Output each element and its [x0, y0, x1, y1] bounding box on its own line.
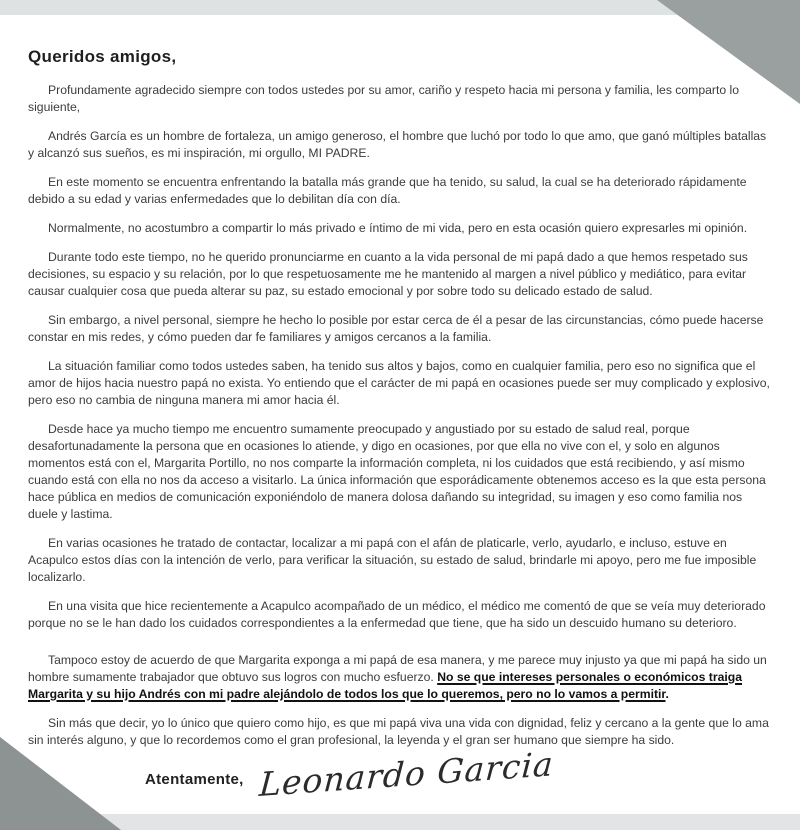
letter-paragraph: En una visita que hice recientemente a Acapulco acompañado de un médico, el médico me comentó de que se veía muy deteriorado porque no se le han dado los cuidados correspondientes a la enfermedad que tiene, que ha sido un descuido humano su deterioro. — [28, 599, 766, 630]
letter-paragraph: En varias ocasiones he tratado de contactar, localizar a mi papá con el afán de platicarle, verlo, ayudarlo, e incluso, estuve en Acapulco estos días con la intención de verlo, para verificar la situación, su estado de salud, brindarle mi apoyo, pero me fue imposible localizarlo. — [28, 536, 757, 584]
statement-lead-text: Tampoco estoy de acuerdo de que Margarita exponga a mi papá de esa manera, y me parece muy injusto ya que mi papá ha sido un hombre sumamente trabajador que obtuvo sus logros con mucho esfuerzo. — [28, 653, 767, 684]
letter-paragraph: Normalmente, no acostumbro a compartir lo más privado e íntimo de mi vida, pero en esta ocasión quiero expresarles mi opinión. — [48, 221, 748, 235]
statement-end-punctuation: . — [665, 687, 669, 701]
letter-paragraph: La situación familiar como todos ustedes saben, ha tenido sus altos y bajos, como en cualquier familia, pero eso no significa que el amor de hijos hacia nuestro papá no exista. Yo entiendo que el carácter de mi papá en ocasiones puede ser muy complicado y explosivo, pero eso no cambia de ninguna manera mi amor hacia él. — [28, 359, 770, 407]
bottom-gray-band — [0, 814, 800, 830]
bold-underlined-statement: No se que intereses personales o económicos traiga Margarita y su hijo Andrés con mi padre alejándolo de todos los que lo queremos, pero no lo vamos a permitir — [28, 670, 742, 701]
letter-paragraph: Profundamente agradecido siempre con todos ustedes por su amor, cariño y respeto hacia mi persona y familia, les comparto lo siguiente, — [28, 83, 739, 114]
letter-paragraph: Desde hace ya mucho tiempo me encuentro sumamente preocupado y angustiado por su estado de salud real, porque desafortunadamente la persona que en ocasiones lo atiende, y digo en ocasiones, por que ella no vive con el, y solo en algunos momentos está con el, Margarita Portillo, no nos comparte la información completa, ni los cuidados que está recibiendo, y así mismo cuando está con ella no nos da acceso a visitarlo. La única información que esporádicamente obtenemos acceso es la que esta persona hace pública en medios de comunicación exponiéndolo de manera dolosa dañando su integridad, su imagen y eso como familia nos duele y lastima. — [28, 422, 766, 521]
letter-paragraph: Sin embargo, a nivel personal, siempre he hecho lo posible por estar cerca de él a pesar de las circunstancias, cómo puede hacerse constar en mis redes, y cómo pueden dar fe familiares y amigos cercanos a la familia. — [28, 313, 764, 344]
letter-paragraph: Andrés García es un hombre de fortaleza, un amigo generoso, el hombre que luchó por todo lo que amo, que ganó múltiples batallas y alcanzó sus sueños, es mi inspiración, mi orgullo, MI PADRE. — [28, 129, 767, 160]
handwritten-signature: Leonardo Garcia — [257, 744, 555, 804]
signature-block — [145, 744, 772, 804]
letter-greeting: Queridos amigos, — [28, 47, 177, 66]
letter-paragraph: Durante todo este tiempo, no he querido pronunciarme en cuanto a la vida personal de mi papá dado a que hemos respetado sus decisiones, su espacio y su relación, por lo que respetuosamente me he mantenido al margen a nivel público y mediático, para evitar causar cualquier cosa que pueda alterar su paz, su estado emocional y por sobre todo su delicado estado de salud. — [28, 250, 748, 298]
signoff-label: Atentamente, — [145, 771, 244, 788]
key-statement-paragraph — [28, 652, 772, 703]
closing-paragraph: Sin más que decir, yo lo único que quiero como hijo, es que mi papá viva una vida con dignidad, feliz y cercano a la gente que lo ama sin interés alguno, y que lo recordemos como el gran profesional, la leyenda y el gran ser humano que siempre ha sido. — [28, 716, 769, 747]
letter-paragraph: En este momento se encuentra enfrentando la batalla más grande que ha tenido, su salud, la cual se ha deteriorado rápidamente debido a su edad y varias enfermedades que lo debilitan día con día. — [28, 175, 747, 206]
